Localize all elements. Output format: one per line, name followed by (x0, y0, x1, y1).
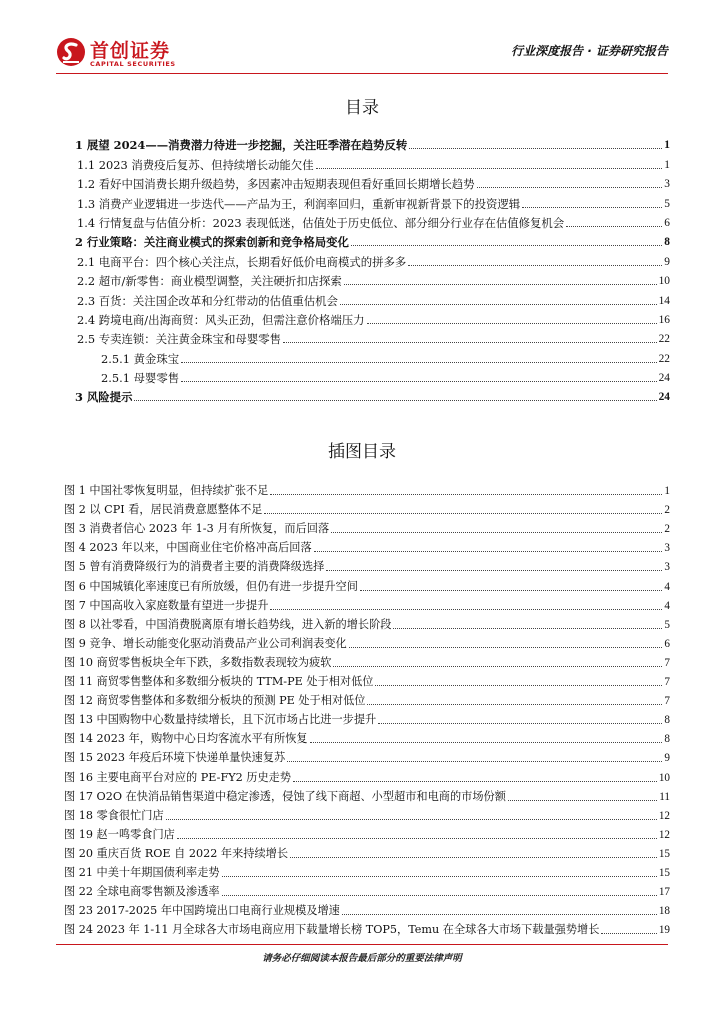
logo-english-name: CAPITAL SECURITIES (90, 60, 176, 68)
dot-leader (181, 381, 656, 382)
dot-leader (326, 570, 662, 571)
figure-entry[interactable] (64, 899, 670, 918)
entry-label: 图 4 2023 年以来，中国商业住宅价格冲高后回落 (64, 541, 312, 555)
dot-leader (283, 342, 657, 343)
entry-label: 1.2 看好中国消费长期升级趋势，多因素冲击短期表现但看好重回长期增长趋势 (77, 177, 475, 192)
entry-page-number: 3 (664, 542, 670, 555)
dot-leader (342, 914, 657, 915)
entry-page-number: 10 (658, 771, 670, 784)
legal-disclaimer: 请务必仔细阅读本报告最后部分的重要法律声明 (262, 953, 462, 964)
entry-label: 1.4 行情复盘与估值分析：2023 表现低迷，估值处于历史低位、部分细分行业存在估值修复机会 (77, 215, 565, 230)
dot-leader (393, 628, 662, 629)
entry-label: 2 行业策略：关注商业模式的探索创新和竞争格局变化 (75, 235, 349, 250)
dot-leader (264, 513, 662, 514)
figure-entry[interactable] (64, 632, 670, 651)
entry-page-number: 7 (664, 656, 670, 669)
figure-entry[interactable] (64, 479, 670, 498)
entry-page-number: 22 (658, 333, 670, 346)
entry-label: 图 1 中国社零恢复明显，但持续扩张不足 (64, 484, 269, 498)
entry-page-number: 5 (664, 197, 670, 210)
dot-leader (181, 362, 656, 363)
entry-label: 图 12 商贸零售整体和多数细分板块的预测 PE 处于相对低位 (64, 694, 366, 708)
dot-leader (287, 761, 662, 762)
entry-page-number: 2 (664, 523, 670, 536)
entry-page-number: 14 (658, 294, 670, 307)
toc-entry[interactable] (75, 288, 670, 307)
entry-page-number: 8 (664, 714, 670, 727)
toc-entry[interactable] (75, 172, 670, 191)
entry-label: 2.4 跨境电商/出海商贸：风头正劲，但需注意价格端压力 (77, 312, 365, 327)
dot-leader (314, 551, 663, 552)
entry-page-number: 18 (658, 905, 670, 918)
entry-label: 图 2 以 CPI 看，居民消费意愿整体不足 (64, 503, 263, 517)
toc-entry[interactable] (75, 308, 670, 327)
toc-entry[interactable] (75, 249, 670, 268)
entry-page-number: 1 (664, 485, 670, 498)
figure-entry[interactable] (64, 689, 670, 708)
dot-leader (293, 781, 657, 782)
entry-label: 图 19 赵一鸣零食门店 (64, 827, 175, 841)
figure-entry[interactable] (64, 670, 670, 689)
figure-entry[interactable] (64, 651, 670, 670)
entry-page-number: 12 (658, 828, 670, 841)
entry-page-number: 8 (664, 733, 670, 746)
toc-entry[interactable] (75, 191, 670, 210)
entry-label: 图 20 重庆百货 ROE 自 2022 年来持续增长 (64, 846, 289, 860)
entry-label: 2.3 百货：关注国企改革和分红带动的估值重估机会 (77, 293, 338, 308)
entry-label: 2.5.1 黄金珠宝 (101, 351, 180, 366)
report-type: 行业深度报告 · 证券研究报告 (511, 44, 668, 58)
entry-label: 图 7 中国高收入家庭数量有望进一步提升 (64, 598, 269, 612)
dot-leader (270, 494, 662, 495)
toc-entry[interactable] (75, 327, 670, 346)
toc-entry[interactable] (75, 346, 670, 365)
entry-label: 图 24 2023 年 1-11 月全球各大市场电商应用下载量增长榜 TOP5，Temu 在全球各大市场下载量强势增长 (64, 923, 600, 937)
entry-label: 图 8 以社零看，中国消费脱离原有增长趋势线，进入新的增长阶段 (64, 617, 392, 631)
toc-entry[interactable] (75, 133, 670, 152)
dot-leader (270, 609, 662, 610)
toc-entry[interactable] (75, 385, 670, 404)
figure-entry[interactable] (64, 498, 670, 517)
dot-leader (378, 723, 662, 724)
entry-label: 图 13 中国购物中心数量持续增长，且下沉市场占比进一步提升 (64, 713, 377, 727)
entry-page-number: 10 (658, 275, 670, 288)
entry-page-number: 8 (664, 236, 670, 249)
dot-leader (508, 800, 657, 801)
toc-entry[interactable] (75, 269, 670, 288)
entry-page-number: 4 (664, 580, 670, 593)
entry-label: 图 11 商贸零售整体和多数细分板块的 TTM-PE 处于相对低位 (64, 675, 374, 689)
entry-label: 图 10 商贸零售板块全年下跌，多数指数表现较为疲软 (64, 655, 332, 669)
entry-page-number: 19 (658, 924, 670, 937)
entry-page-number: 15 (658, 847, 670, 860)
entry-page-number: 9 (664, 752, 670, 765)
dot-leader (340, 304, 657, 305)
entry-page-number: 3 (664, 561, 670, 574)
dot-leader (310, 742, 663, 743)
entry-page-number: 11 (659, 790, 670, 803)
dot-leader (408, 265, 662, 266)
header-divider (56, 73, 668, 74)
dot-leader (344, 284, 657, 285)
figure-entry[interactable] (64, 574, 670, 593)
dot-leader (222, 895, 657, 896)
dot-leader (316, 168, 663, 169)
figure-entry[interactable] (64, 555, 670, 574)
entry-label: 2.1 电商平台：四个核心关注点，长期看好低价电商模式的拼多多 (77, 254, 407, 269)
figure-entry[interactable] (64, 613, 670, 632)
entry-label: 图 21 中美十年期国债利率走势 (64, 865, 220, 879)
figure-entry[interactable] (64, 727, 670, 746)
dot-leader (601, 933, 656, 934)
capital-securities-logo-icon (56, 37, 86, 67)
entry-page-number: 9 (664, 255, 670, 268)
toc-title: 目录 (345, 98, 379, 118)
figure-entry[interactable] (64, 842, 670, 861)
dot-leader (566, 226, 662, 227)
figure-entry[interactable] (64, 861, 670, 880)
entry-page-number: 4 (664, 599, 670, 612)
toc-entry[interactable] (75, 211, 670, 230)
table-of-contents (75, 133, 670, 404)
entry-page-number: 7 (664, 695, 670, 708)
entry-label: 3 风险提示 (75, 390, 133, 405)
entry-label: 图 14 2023 年，购物中心日均客流水平有所恢复 (64, 732, 308, 746)
figure-entry[interactable] (64, 536, 670, 555)
dot-leader (177, 838, 657, 839)
entry-label: 图 16 主要电商平台对应的 PE-FY2 历史走势 (64, 770, 292, 784)
toc-entry[interactable] (75, 230, 670, 249)
dot-leader (331, 532, 662, 533)
figure-entry[interactable] (64, 517, 670, 536)
dot-leader (360, 590, 662, 591)
entry-label: 1.1 2023 消费疫后复苏、但持续增长动能欠佳 (77, 157, 314, 172)
entry-page-number: 1 (664, 158, 670, 171)
entry-page-number: 3 (664, 178, 670, 191)
dot-leader (375, 685, 662, 686)
entry-label: 图 22 全球电商零售额及渗透率 (64, 885, 220, 899)
dot-leader (134, 400, 656, 401)
figure-entry[interactable] (64, 785, 670, 804)
entry-page-number: 24 (658, 372, 670, 385)
entry-label: 图 3 消费者信心 2023 年 1-3 月有所恢复，而后回落 (64, 522, 330, 536)
entry-label: 图 18 零食很忙门店 (64, 808, 164, 822)
entry-page-number: 24 (658, 391, 670, 404)
entry-label: 图 17 O2O 在快消品销售渠道中稳定渗透，侵蚀了线下商超、小型超市和电商的市场份额 (64, 789, 506, 803)
dot-leader (409, 148, 662, 149)
entry-page-number: 5 (664, 618, 670, 631)
toc-entry[interactable] (75, 152, 670, 171)
figure-entry[interactable] (64, 880, 670, 899)
figure-list-title: 插图目录 (328, 442, 396, 462)
dot-leader (333, 666, 662, 667)
page-header (56, 30, 668, 76)
dot-leader (222, 876, 657, 877)
entry-label: 1 展望 2024——消费潜力待进一步挖掘，关注旺季潜在趋势反转 (75, 138, 408, 153)
entry-label: 图 23 2017-2025 年中国跨境出口电商行业规模及增速 (64, 904, 340, 918)
figure-entry[interactable] (64, 746, 670, 765)
figure-entry[interactable] (64, 823, 670, 842)
entry-label: 2.5 专卖连锁：关注黄金珠宝和母婴零售 (77, 332, 281, 347)
footer-divider (56, 944, 668, 945)
entry-label: 1.3 消费产业逻辑进一步迭代——产品为王，利润率回归，重新审视新背景下的投资逻辑 (77, 196, 521, 211)
entry-label: 2.5.1 母婴零售 (101, 371, 180, 386)
entry-label: 图 15 2023 年疫后环境下快递单量快速复苏 (64, 751, 286, 765)
figure-entry[interactable] (64, 765, 670, 784)
dot-leader (349, 647, 663, 648)
entry-page-number: 6 (664, 216, 670, 229)
entry-page-number: 6 (664, 637, 670, 650)
entry-page-number: 7 (664, 676, 670, 689)
entry-label: 图 6 中国城镇化率速度已有所放缓，但仍有进一步提升空间 (64, 579, 358, 593)
entry-page-number: 1 (664, 139, 670, 152)
entry-page-number: 22 (658, 352, 670, 365)
entry-page-number: 12 (658, 809, 670, 822)
dot-leader (351, 245, 662, 246)
entry-page-number: 17 (658, 886, 670, 899)
entry-label: 图 9 竞争、增长动能变化驱动消费品产业公司利润表变化 (64, 636, 347, 650)
figure-entry[interactable] (64, 804, 670, 823)
figure-entry[interactable] (64, 708, 670, 727)
figure-entry[interactable] (64, 918, 670, 937)
dot-leader (166, 819, 657, 820)
dot-leader (290, 857, 657, 858)
dot-leader (477, 187, 663, 188)
logo-chinese-name: 首创证券 (90, 40, 171, 62)
entry-page-number: 16 (658, 313, 670, 326)
figure-list (64, 479, 670, 937)
figure-entry[interactable] (64, 594, 670, 613)
toc-entry[interactable] (75, 366, 670, 385)
entry-page-number: 2 (664, 504, 670, 517)
dot-leader (522, 207, 662, 208)
entry-page-number: 15 (658, 866, 670, 879)
entry-label: 2.2 超市/新零售：商业模型调整，关注硬折扣店探索 (77, 274, 342, 289)
dot-leader (367, 323, 657, 324)
entry-label: 图 5 曾有消费降级行为的消费者主要的消费降级选择 (64, 560, 325, 574)
dot-leader (367, 704, 662, 705)
